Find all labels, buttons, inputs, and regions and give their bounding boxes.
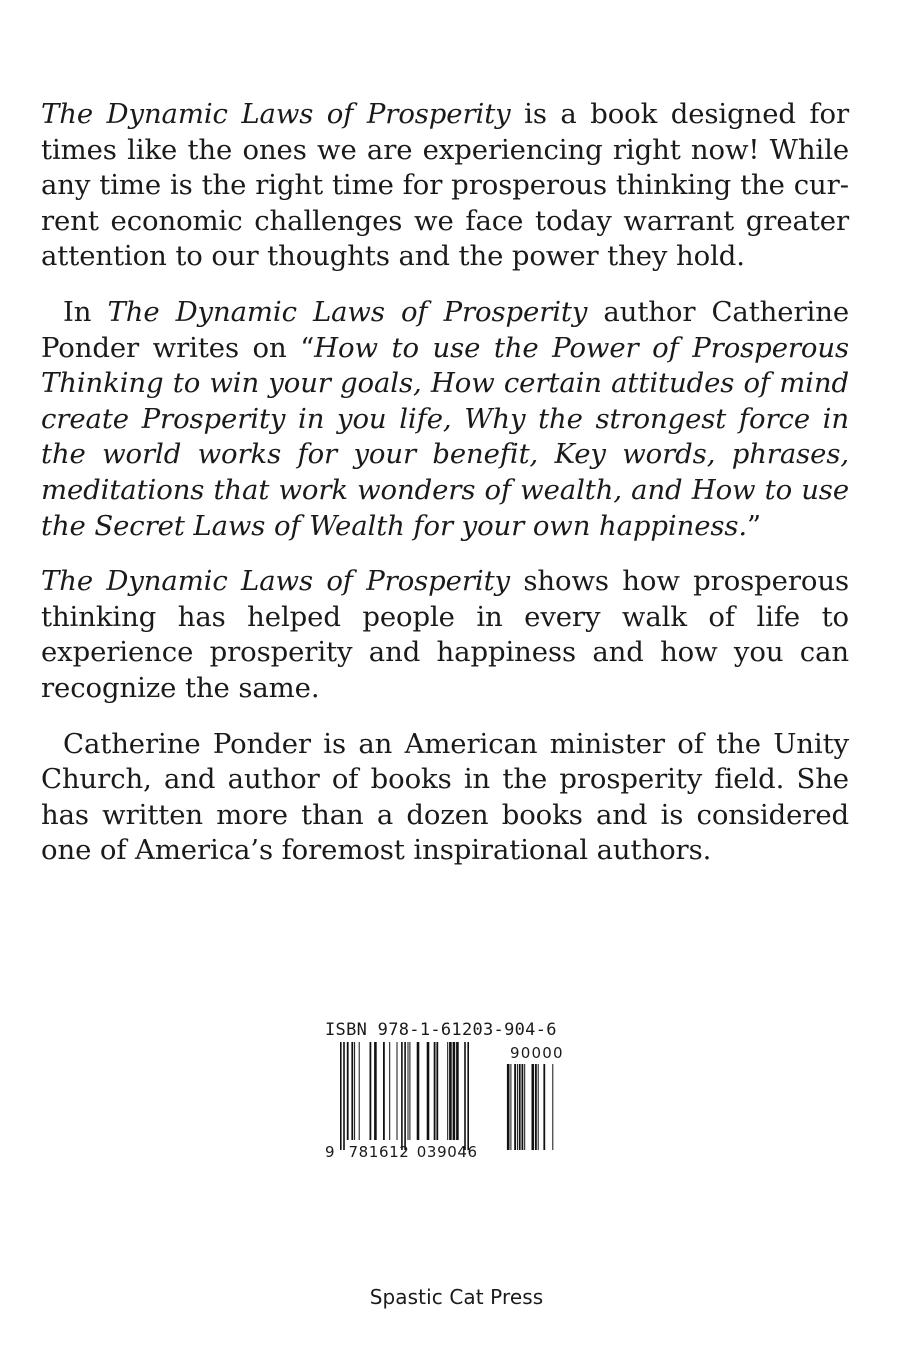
barcode-bar: [434, 1042, 436, 1140]
text-run: Catherine Ponder is an American minister of the Unity Church, and author of books in the prosperity field. She has written more than a dozen books and is considered one of America’s foremost inspirational authors.: [41, 727, 849, 867]
barcode-bar: [427, 1042, 430, 1140]
text-run: ”: [747, 509, 762, 542]
barcode-bar: [343, 1042, 345, 1150]
italic-text: The Dynamic Laws of Prosperity: [41, 98, 511, 130]
barcode-bar: [524, 1064, 525, 1150]
barcode-bar: [514, 1064, 516, 1150]
barcode-bar: [401, 1042, 403, 1150]
isbn-barcode: [322, 1020, 572, 1165]
isbn-label: ISBN 978-1-61203-904-6: [325, 1020, 557, 1040]
barcode-bar: [436, 1042, 438, 1140]
barcode-bar: [522, 1064, 524, 1150]
text-run: is a book designed for times like the ones we are experiencing right now! While any time is the right time for prosperous thinking the current economic challenges we face today warrant greater attention to our thoughts and the power they hold.: [41, 98, 849, 273]
barcode-bar: [370, 1042, 372, 1140]
barcode-digits: [325, 1143, 478, 1161]
barcode-bar: [456, 1042, 459, 1140]
barcode-bar: [535, 1064, 537, 1150]
barcode-bar: [543, 1064, 545, 1150]
barcode-bar: [374, 1042, 377, 1140]
barcode-bar: [538, 1064, 539, 1150]
barcode-bar: [340, 1042, 342, 1150]
publisher-name: Spastic Cat Press: [369, 1285, 544, 1309]
barcode-bar: [359, 1042, 360, 1140]
text-run: shows how prosperous thinking has helped people in every walk of life to experience prosperity and happiness and how you can recognize the same.: [41, 565, 849, 704]
paragraph-2: [41, 295, 849, 544]
paragraph-3: [41, 564, 849, 706]
barcode-bar: [347, 1042, 349, 1140]
paragraph-1: [41, 97, 849, 275]
barcode-bar: [354, 1042, 355, 1140]
italic-text: The Dynamic Laws of Prosperity: [107, 295, 588, 328]
barcode-bar: [397, 1042, 398, 1140]
barcode-bar: [510, 1064, 511, 1150]
barcode-bar: [408, 1042, 409, 1140]
paragraph-4: [41, 727, 849, 869]
barcode-bar: [453, 1042, 456, 1140]
barcode-bar: [464, 1042, 466, 1150]
barcode-addon-digits: 90000: [510, 1044, 564, 1062]
italic-text: How to use the Power of Prosperous Thinking to win your goals, How certain attitudes of mind create Prosperity in you life, Why the strongest force in the world works for your benefit, Key words, phrases, meditations that work wonders of wealth, and How to use the Secret Laws of Wealth for your own happiness.: [41, 331, 849, 542]
barcode-first-digit: 9: [325, 1143, 336, 1161]
barcode-bar: [552, 1064, 553, 1150]
barcode-bars: [322, 1042, 572, 1152]
barcode-bar: [447, 1042, 448, 1140]
barcode-bar: [532, 1064, 535, 1150]
barcode-bar: [389, 1042, 390, 1140]
barcode-bar: [467, 1042, 469, 1150]
barcode-right-group: 039046: [416, 1143, 478, 1161]
barcode-bar: [383, 1042, 385, 1140]
text-run: author Catherine Ponder writes on “: [41, 295, 849, 364]
barcode-bar: [507, 1064, 510, 1150]
barcode-bar: [449, 1042, 452, 1140]
barcode-bar: [519, 1064, 521, 1150]
italic-text: The Dynamic Laws of Prosperity: [41, 565, 510, 598]
barcode-bar: [404, 1042, 406, 1150]
barcode-bar: [409, 1042, 410, 1140]
barcode-bar: [417, 1042, 420, 1140]
text-run: In: [63, 295, 108, 328]
barcode-bar: [517, 1064, 518, 1150]
back-cover-description: [41, 97, 849, 889]
barcode-left-group: 781612: [348, 1143, 410, 1161]
barcode-bar: [351, 1042, 353, 1140]
